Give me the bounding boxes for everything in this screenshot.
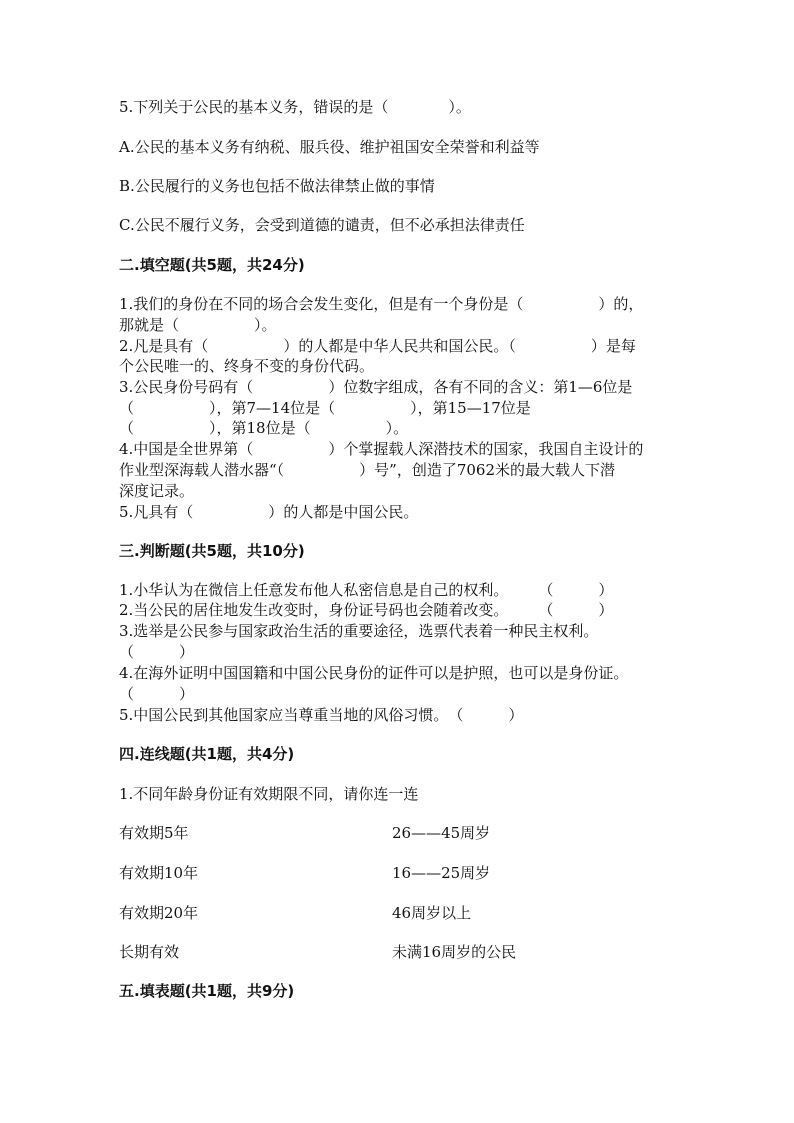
match-left-item: 有效期20年 [119, 904, 199, 922]
judge-line-1: 1.小华认为在微信上任意发布他人私密信息是自己的权利。 （ ） [119, 581, 614, 599]
q5-option-a: A.公民的基本义务有纳税、服兵役、维护祖国安全荣誉和利益等 [119, 138, 540, 156]
judge-line-5: 4.在海外证明中国国籍和中国公民身份的证件可以是护照，也可以是身份证。 [119, 664, 629, 682]
judge-line-7: 5.中国公民到其他国家应当尊重当地的风俗习惯。 （ ） [119, 706, 524, 724]
match-question: 1.不同年龄身份证有效期限不同，请你连一连 [119, 785, 419, 803]
match-right-item: 46周岁以上 [392, 904, 472, 922]
fill-line-6: （ ），第7—14位是（ ），第15—17位是 [119, 399, 531, 417]
section-four-heading: 四.连线题(共1题，共4分) [119, 745, 295, 763]
fill-line-10: 深度记录。 [119, 482, 195, 500]
fill-line-4: 个公民唯一的、终身不变的身份代码。 [119, 357, 375, 375]
section-five-heading: 五.填表题(共1题，共9分) [119, 982, 295, 1000]
match-left-item: 有效期5年 [119, 824, 189, 842]
match-right-item: 未满16周岁的公民 [392, 943, 517, 961]
judge-line-6: （ ） [119, 685, 195, 703]
section-two-heading: 二.填空题(共5题，共24分) [119, 256, 305, 274]
match-left-item: 长期有效 [119, 943, 180, 961]
judge-line-4: （ ） [119, 643, 195, 661]
match-right-item: 26——45周岁 [392, 824, 491, 842]
fill-line-11: 5.凡具有（ ）的人都是中国公民。 [119, 503, 419, 521]
fill-line-2: 那就是（ ）。 [119, 316, 277, 334]
section-three-heading: 三.判断题(共5题，共10分) [119, 542, 305, 560]
q5-option-c: C.公民不履行义务，会受到道德的谴责，但不必承担法律责任 [119, 216, 525, 234]
fill-line-1: 1.我们的身份在不同的场合会发生变化，但是有一个身份是（ ）的， [119, 295, 644, 313]
fill-line-8: 4.中国是全世界第（ ）个掌握载人深潜技术的国家，我国自主设计的 [119, 440, 644, 458]
match-left-item: 有效期10年 [119, 864, 199, 882]
fill-line-9: 作业型深海载人潜水器“（ ）号”，创造了7062米的最大载人下潜 [119, 461, 616, 479]
q5-option-b: B.公民履行的义务也包括不做法律禁止做的事情 [119, 177, 435, 195]
match-right-item: 16——25周岁 [392, 864, 491, 882]
q5-stem: 5.下列关于公民的基本义务，错误的是（ ）。 [119, 98, 471, 116]
judge-line-3: 3.选举是公民参与国家政治生活的重要途径，选票代表着一种民主权利。 [119, 622, 599, 640]
fill-line-3: 2.凡是具有（ ）的人都是中华人民共和国公民。（ ）是每 [119, 337, 636, 355]
fill-line-5: 3.公民身份号码有（ ）位数字组成，各有不同的含义：第1—6位是 [119, 378, 633, 396]
judge-line-2: 2.当公民的居住地发生改变时，身份证号码也会随着改变。 （ ） [119, 601, 614, 619]
fill-line-7: （ ），第18位是（ ）。 [119, 419, 409, 437]
